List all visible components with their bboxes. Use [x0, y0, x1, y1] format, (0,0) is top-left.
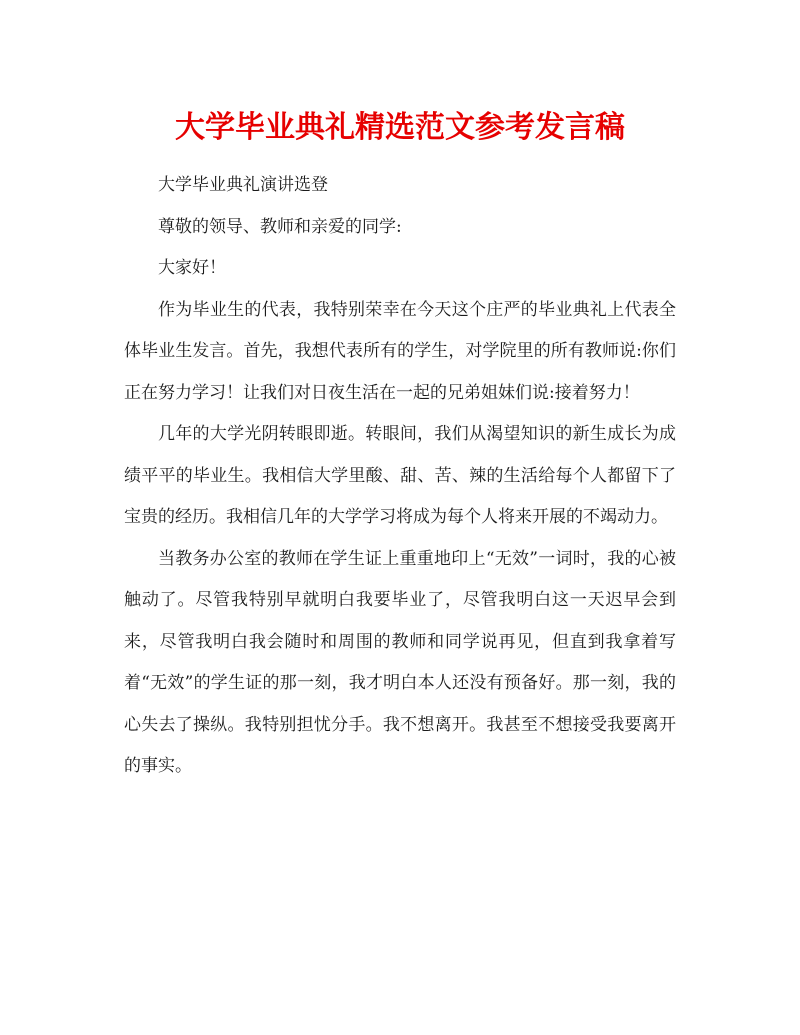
paragraph: 当教务办公室的教师在学生证上重重地印上“无效”一词时，我的心被触动了。尽管我特别早就明白我要毕业了，尽管我明白这一天迟早会到来，尽管我明白我会随时和周围的教师和同学说再见，但直到我拿着写着“无效”的学生证的那一刻，我才明白本人还没有预备好。那一刻，我的心失去了操纵。我特别担忧分手。我不想离开。我甚至不想接受我要离开的事实。 [124, 548, 676, 776]
paragraph: 几年的大学光阴转眼即逝。转眼间，我们从渴望知识的新生成长为成绩平平的毕业生。我相信大学里酸、甜、苦、辣的生活给每个人都留下了宝贵的经历。我相信几年的大学学习将成为每个人将来开展的不竭动力。 [124, 424, 676, 527]
document-title: 大学毕业典礼精选范文参考发言稿 [175, 110, 625, 145]
paragraph: 大学毕业典礼演讲选登 [158, 175, 328, 195]
paragraph: 作为毕业生的代表，我特别荣幸在今天这个庄严的毕业典礼上代表全体毕业生发言。首先，我想代表所有的学生，对学院里的所有教师说:你们正在努力学习！让我们对日夜生活在一起的兄弟姐妹们说:接着努力！ [124, 299, 676, 403]
document-body [124, 165, 676, 788]
paragraph: 尊敬的领导、教师和亲爱的同学: [158, 216, 402, 237]
paragraph: 大家好！ [158, 258, 226, 278]
